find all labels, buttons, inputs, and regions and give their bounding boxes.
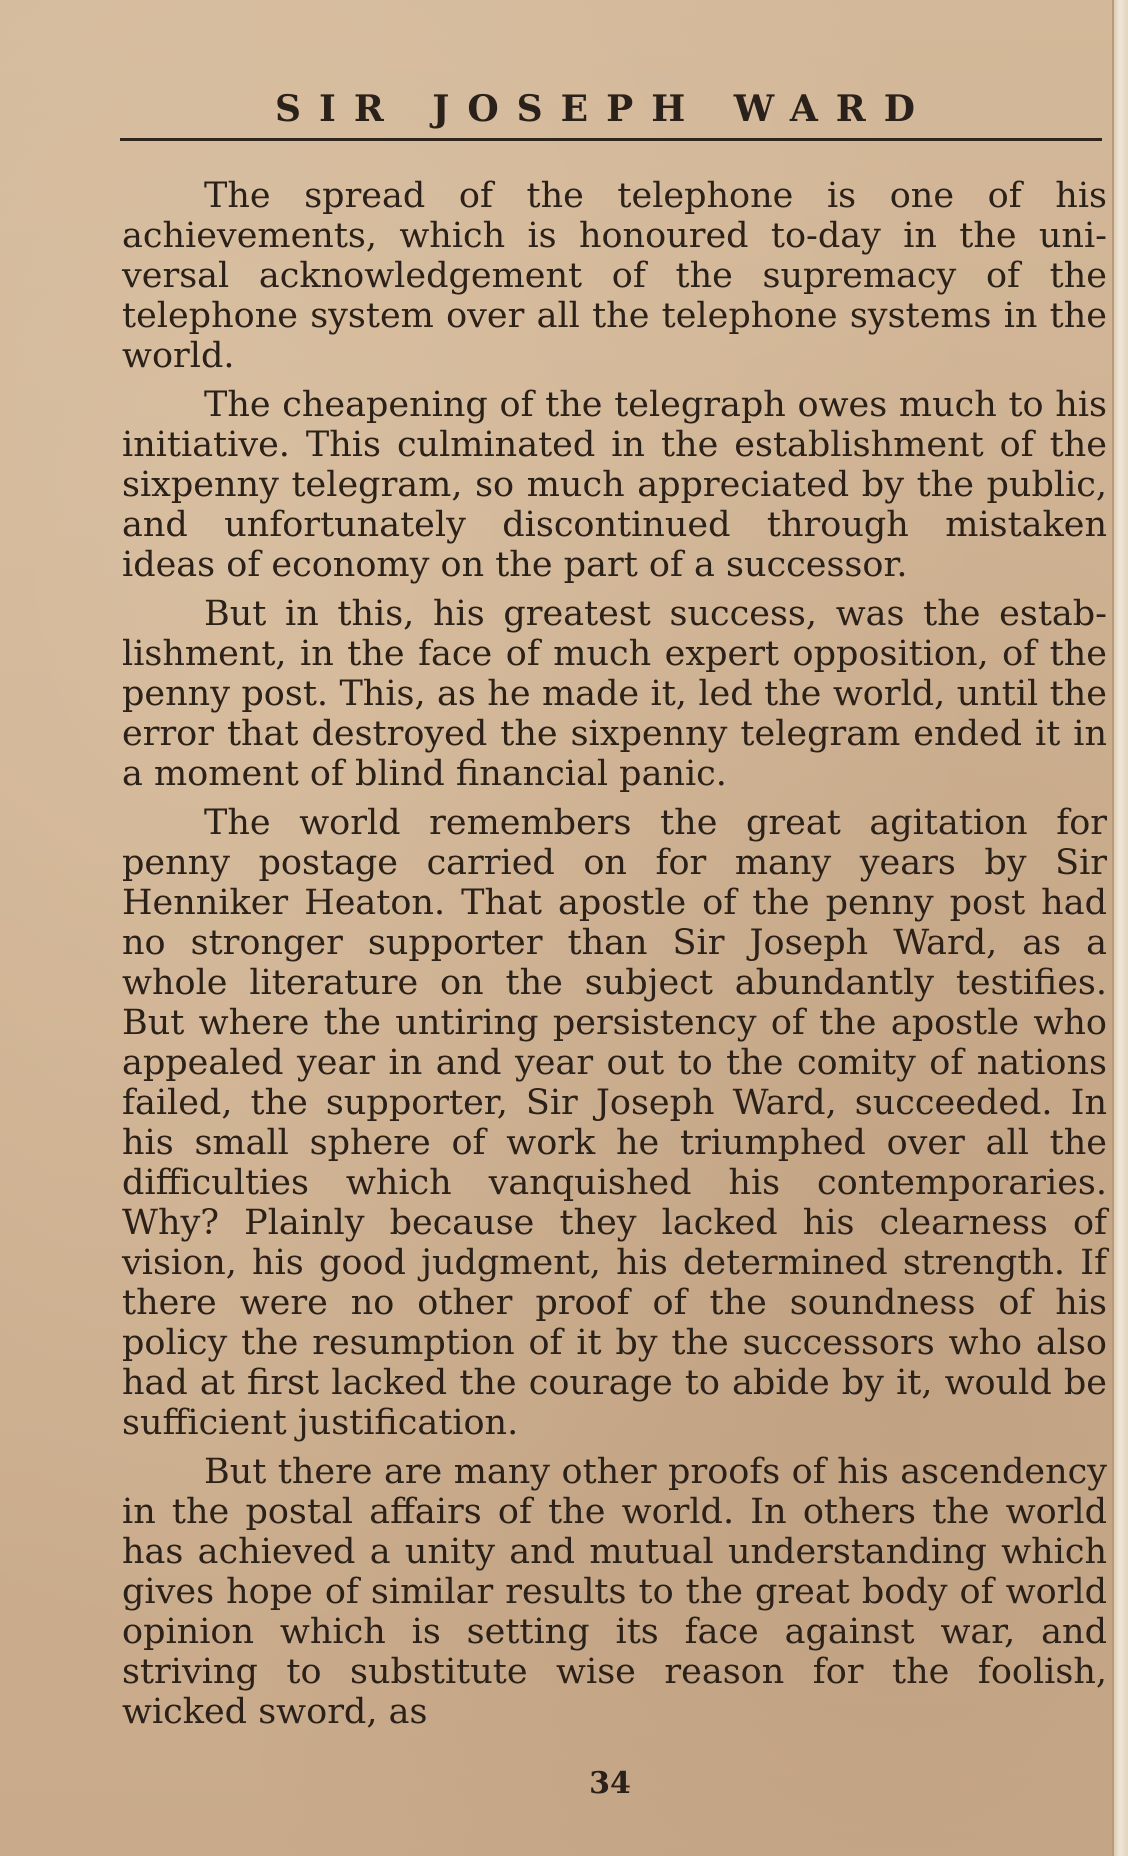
- paragraph-postal-ascendency: But there are many other proofs of his ascendency in the postal affairs of the world. In others the world has achieved a unity and mutual understanding which gives hope of similar results to the great body of world opinion which is setting its face against war, and striving to substitute wise reason for the foolish, wicked sword, as: [122, 1452, 1107, 1732]
- paragraph-penny-postage-agitation: The world remembers the great agitation for penny postage carried on for many years by Sir Henniker Heaton. That apostle of the penny post had no stronger supporter than Sir Joseph Ward, as a whole literature on the subject abundantly testifies. But where the untiring persistency of the apostle who appealed year in and year out to the comity of nations failed, the supporter, Sir Joseph Ward, succeeded. In his small sphere of work he triumphed over all the difficulties which vanquished his contemporaries. Why? Plainly because they lacked his clearness of vision, his good judgment, his determined strength. If there were no other proof of the soundness of his policy the resumption of it by the successors who also had at first lacked the courage to abide by it, would be sufficient justification.: [122, 803, 1107, 1443]
- header-rule: [120, 138, 1102, 141]
- paragraph-telephone: The spread of the telephone is one of his achievements, which is honoured to-day in the universal acknowledgement of the supremacy of the telephone system over all the telephone systems in the world.: [122, 176, 1107, 376]
- page-edge: [1112, 0, 1128, 1856]
- running-head-title: SIR JOSEPH WARD: [275, 88, 933, 130]
- body-text: [122, 176, 1107, 1741]
- page-number: 34: [589, 1766, 631, 1801]
- paragraph-penny-post: But in this, his greatest success, was the establishment, in the face of much expert opposition, of the penny post. This, as he made it, led the world, until the error that destroyed the sixpenny telegram ended it in a moment of blind financial panic.: [122, 594, 1107, 794]
- running-head: [120, 88, 1102, 138]
- paragraph-telegraph: The cheapening of the telegraph owes much to his initiative. This culminated in the establishment of the sixpenny telegram, so much appreciated by the public, and unfortunately discontinued through mistaken ideas of economy on the part of a successor.: [122, 385, 1107, 585]
